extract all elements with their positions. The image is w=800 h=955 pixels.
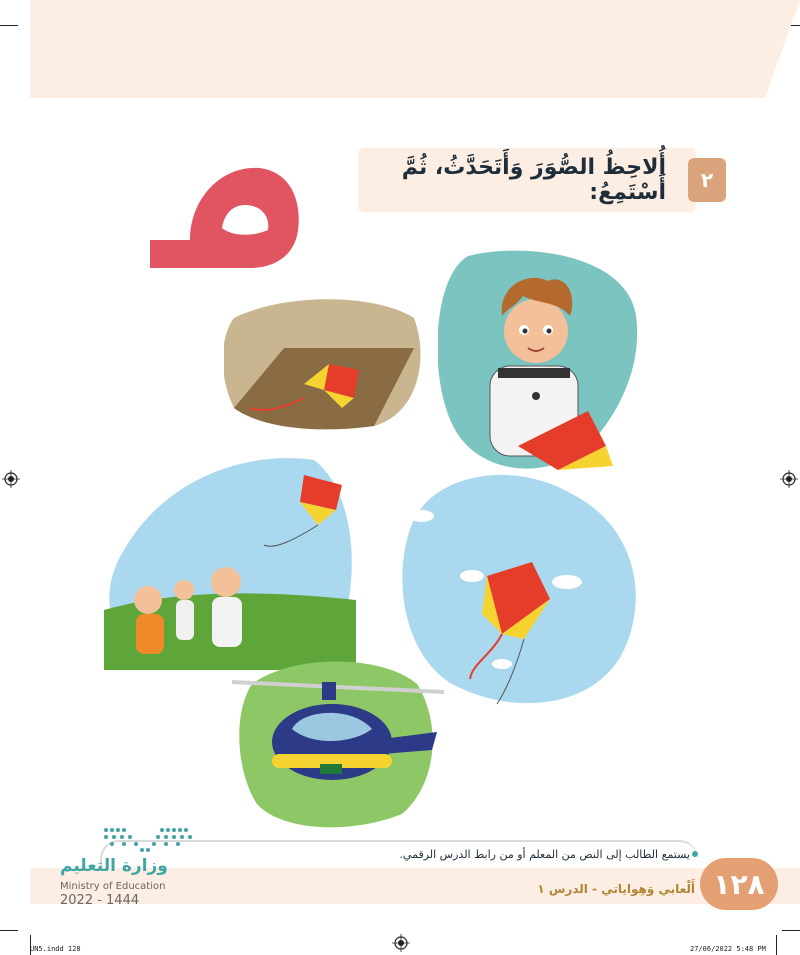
letter-ha-graphic [150,160,300,272]
crop-mark [782,930,800,931]
crop-mark [776,935,777,955]
registration-mark [780,470,798,488]
ministry-name-ar: وزارة التعليم [60,856,168,876]
illustration-kite-on-floor [224,298,422,430]
exercise-number-badge: ٢ [688,158,726,202]
instruction-text: أُلاحِظُ الصُّوَرَ وَأَتَحَدَّثُ، ثُمَّ أَسْتَمِعُ: [401,155,666,205]
ministry-logo-icon [102,826,194,858]
print-slug-left: UN5.indd 128 [30,945,81,953]
illustration-toy-helicopter [232,654,444,828]
footer-bullet [692,851,698,857]
print-slug-right: 27/06/2022 5:48 PM [690,945,766,953]
footer-note: يستمع الطالب إلى النص من المعلم أو من رابط الدرس الرقمي. [399,848,690,861]
ministry-year: 2022 - 1444 [60,893,140,908]
ministry-name-en: Ministry of Education [60,881,166,892]
crop-mark [0,25,18,26]
illustration-boy-holding-kite [438,246,640,470]
top-band [30,0,800,98]
registration-mark [2,470,20,488]
illustration-boys-flying-kite [104,450,356,670]
page-number: ١٢٨ [700,858,778,910]
lesson-label: أَلْعابي وَهِواياتي - الدرس ١ [537,882,695,896]
crop-mark [0,930,18,931]
registration-mark [392,934,410,952]
